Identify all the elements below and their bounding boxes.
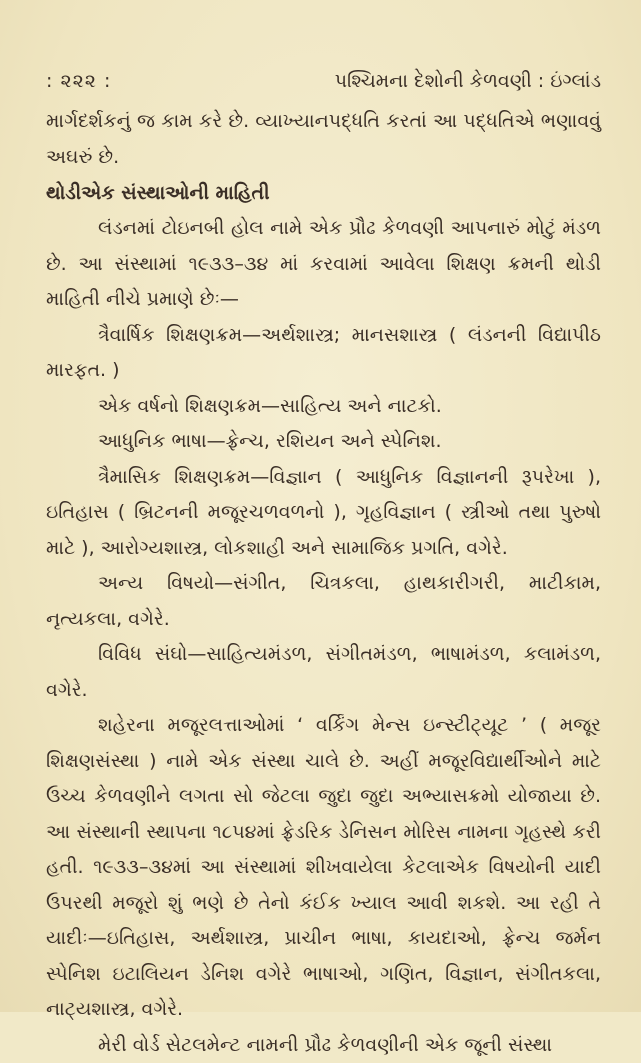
paragraph-modern-languages: આધુનિક ભાષા—ફ્રેન્ચ, રશિયન અને સ્પેનિશ.	[46, 424, 601, 460]
paragraph-continuation: માર્ગદર્શકનું જ કામ કરે છે. વ્યાખ્યાનપદ્ધતિ કરતાં આ પદ્ધતિએ ભણાવવું અઘરું છે.	[46, 104, 601, 175]
paragraph-three-year-course: ત્રૈવાર્ષિક શિક્ષણક્રમ—અર્થશાસ્ત્ર; માનસશાસ્ત્ર ( લંડનની વિદ્યાપીઠ મારફત. )	[46, 318, 601, 389]
paragraph-other-subjects: અન્ય વિષયો—સંગીત, ચિત્રકલા, હાથકારીગરી, માટીકામ, નૃત્યકલા, વગેરે.	[46, 566, 601, 637]
paragraph-societies: વિવિધ સંઘો—સાહિત્યમંડળ, સંગીતમંડળ, ભાષામંડળ, કલામંડળ, વગેરે.	[46, 637, 601, 708]
page-number: : ૨૨૨ :	[46, 70, 111, 92]
running-title: પશ્ચિમના દેશોની કેળવણી : ઇંગ્લાંડ	[335, 70, 601, 92]
paragraph-mary-ward: મેરી વોર્ડ સેટલમેન્ટ નામની પ્રૌઢ કેળવણીની એક જૂની સંસ્થા	[46, 1028, 601, 1063]
page-header	[46, 70, 601, 92]
paragraph-toynbee-hall: લંડનમાં ટોઇનબી હોલ નામે એક પ્રૌઢ કેળવણી આપનારું મોટું મંડળ છે. આ સંસ્થામાં ૧૯૩૩–૩૪ માં કરવામાં આવેલા શિક્ષણ ક્રમની થોડી માહિતી નીચે પ્રમાણે છેઃ—	[46, 211, 601, 318]
paragraph-one-year-course: એક વર્ષનો શિક્ષણક્રમ—સાહિત્ય અને નાટકો.	[46, 389, 601, 425]
paragraph-quarterly-course: ત્રૈમાસિક શિક્ષણક્રમ—વિજ્ઞાન ( આધુનિક વિજ્ઞાનની રૂપરેખા ), ઇતિહાસ ( બ્રિટનની મજૂરચળવળનો ), ગૃહવિજ્ઞાન ( સ્ત્રીઓ તથા પુરુષો માટે ), આરોગ્યશાસ્ત્ર, લોકશાહી અને સામાજિક પ્રગતિ, વગેરે.	[46, 460, 601, 567]
section-heading: થોડીએક સંસ્થાઓની માહિતી	[46, 175, 601, 211]
paragraph-working-mens-institute: શહેરના મજૂરલત્તાઓમાં ‘ વર્કિંગ મેન્સ ઇન્સ્ટીટ્યૂટ ’ ( મજૂર શિક્ષણસંસ્થા ) નામે એક સંસ્થા ચાલે છે. અહીં મજૂરવિદ્યાર્થીઓને માટે ઉચ્ચ કેળવણીને લગતા સો જેટલા જુદા જુદા અભ્યાસક્રમો યોજાયા છે. આ સંસ્થાની સ્થાપના ૧૮૫૪માં ફ્રેડરિક ડેનિસન મોરિસ નામના ગૃહસ્થે કરી હતી. ૧૯૩૩–૩૪માં આ સંસ્થામાં શીખવાયેલા કેટલાએક વિષયોની યાદી ઉપરથી મજૂરો શું ભણે છે તેનો કંઈક ખ્યાલ આવી શકશે. આ રહી તે યાદીઃ—ઇતિહાસ, અર્થશાસ્ત્ર, પ્રાચીન ભાષા, કાયદાઓ, ફ્રેન્ચ જર્મન સ્પેનિશ ઇટાલિયન ડેનિશ વગેરે ભાષાઓ, ગણિત, વિજ્ઞાન, સંગીતકલા, નાટ્યશાસ્ત્ર, વગેરે.	[46, 708, 601, 1028]
